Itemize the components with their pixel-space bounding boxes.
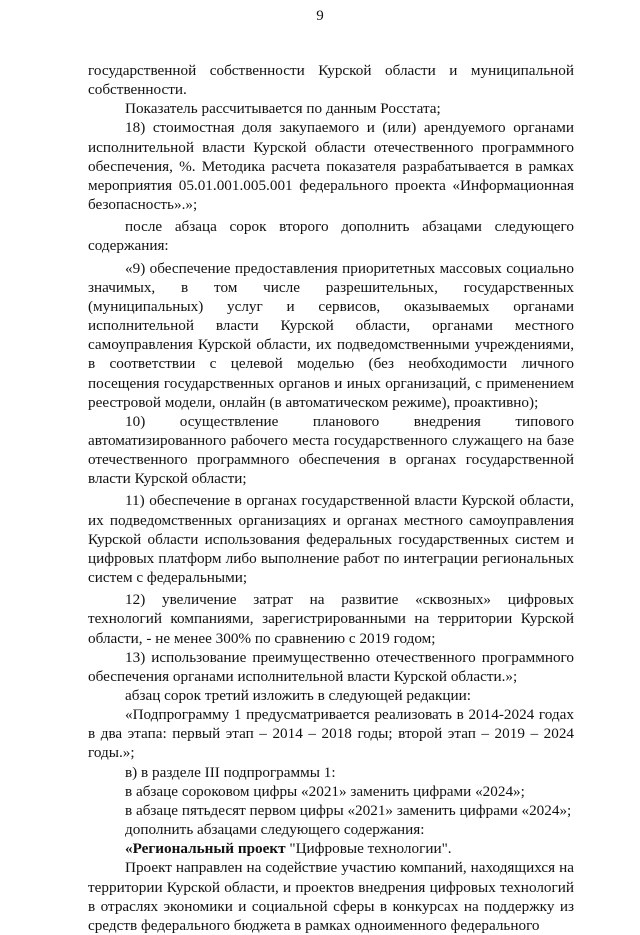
regional-project-bold: «Региональный проект [125, 840, 286, 858]
paragraph: 12) увеличение затрат на развитие «сквозных» цифровых технологий компаниями, зарегистрированными на территории Курской области, - не менее 300% по сравнению с 2019 годом; [88, 591, 574, 647]
paragraph: абзац сорок третий изложить в следующей редакции: [125, 687, 472, 704]
paragraph: Проект направлен на содействие участию компаний, находящихся на территории Курской области, и проектов внедрения цифровых технологий в отраслях экономики и социальной сферы в конкурсах на поддержку из средств федерального бюджета в рамках одноименного федерального [88, 859, 574, 934]
paragraph: государственной собственности Курской области и муниципальной собственности. [88, 62, 574, 99]
paragraph: дополнить абзацами следующего содержания: [125, 821, 425, 839]
paragraph: «Подпрограмму 1 предусматривается реализовать в 2014-2024 годах в два этапа: первый этап – 2014 – 2018 годы; второй этап – 2019 – 2024 годы.»; [88, 706, 574, 762]
paragraph: Показатель рассчитывается по данным Росстата; [125, 100, 441, 118]
paragraph: в) в разделе III подпрограммы 1: [125, 763, 336, 781]
page-number: 9 [316, 8, 324, 24]
paragraph: 11) обеспечение в органах государственной власти Курской области, их подведомственных организациях и органах местного самоуправления Курской области использования федеральных государственных систем и цифровых платформ либо выполнение работ по интеграции региональных систем с федеральными; [88, 492, 574, 587]
paragraph: 18) стоимостная доля закупаемого и (или) арендуемого органами исполнительной власти Курской области отечественного программного обеспечения, %. Методика расчета показателя разрабатывается в рамках мероприятия 05.01.001.005.001 федерального проекта «Информационная безопасность».»; [88, 119, 574, 214]
paragraph: после абзаца сорок второго дополнить абзацами следующего содержания: [88, 218, 574, 255]
paragraph: «9) обеспечение предоставления приоритетных массовых социально значимых, в том числе разрешительных, государственных (муниципальных) услуг и сервисов, оказываемых органами исполнительной власти Курской области, органами местного самоуправления Курской области, их подведомственными учреждениями, в соответствии с целевой моделью (без необходимости личного посещения государственных органов и иных организаций, с применением реестровой модели, онлайн (в автоматическом режиме), проактивно); [88, 259, 574, 411]
regional-project-rest: "Цифровые технологии". [285, 840, 452, 858]
document-body [88, 61, 574, 935]
paragraph: в абзаце сороковом цифры «2021» заменить цифрами «2024»; [125, 782, 525, 800]
paragraph: 10) осуществление планового внедрения типового автоматизированного рабочего места государственного служащего на базе отечественного программного обеспечения в органах государственной власти Курской области; [88, 412, 574, 488]
paragraph: в абзаце пятьдесят первом цифры «2021» заменить цифрами «2024»; [125, 801, 572, 819]
paragraph: 13) использование преимущественно отечественного программного обеспечения органами исполнительной власти Курской области.»; [88, 648, 574, 685]
regional-project-heading [88, 839, 574, 858]
